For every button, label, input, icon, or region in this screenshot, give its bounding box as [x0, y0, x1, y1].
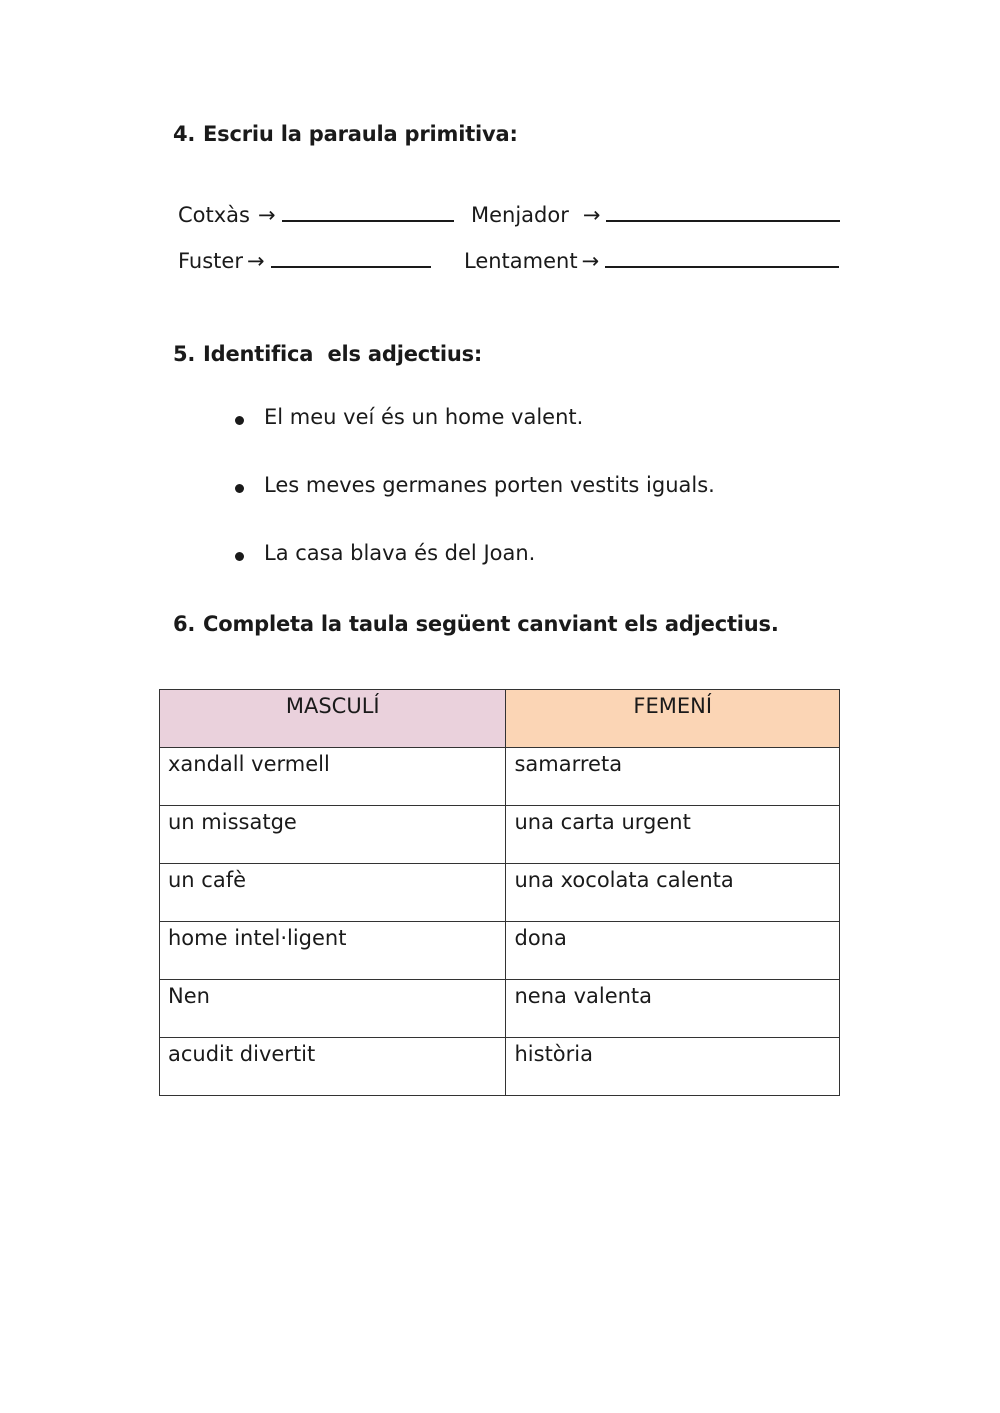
section-6-title: [173, 612, 779, 636]
list-item: [232, 541, 715, 609]
header-masculi: MASCULÍ: [160, 690, 506, 748]
sentence-text[interactable]: Les meves germanes porten vestits iguals.: [264, 473, 715, 497]
table-row: [160, 980, 840, 1038]
section-5-title: [173, 342, 482, 366]
answer-blank[interactable]: [271, 246, 431, 268]
section-4-title: [173, 122, 518, 146]
section-6-title-text: Completa la taula següent canviant els adjectius.: [203, 612, 779, 636]
answer-blank[interactable]: [605, 246, 839, 268]
masculine-cell: home intel·ligent: [160, 922, 506, 980]
section-5-number: 5.: [173, 342, 196, 366]
sentence-text[interactable]: El meu veí és un home valent.: [264, 405, 584, 429]
table-row: [160, 922, 840, 980]
bullet-icon: [235, 484, 244, 493]
section-6-number: 6.: [173, 612, 196, 636]
masculine-cell: xandall vermell: [160, 748, 506, 806]
table-row: [160, 864, 840, 922]
list-item: [232, 405, 715, 473]
masculine-cell[interactable]: un missatge: [160, 806, 506, 864]
arrow-right-icon: →: [257, 203, 276, 227]
section-4-title-text: Escriu la paraula primitiva:: [203, 122, 518, 146]
primitive-item-menjador: [471, 200, 840, 227]
masculine-cell[interactable]: Nen: [160, 980, 506, 1038]
adjective-sentences-list: [232, 405, 715, 609]
bullet-icon: [235, 552, 244, 561]
table-row: [160, 806, 840, 864]
primitive-word: Lentament: [464, 249, 578, 273]
feminine-cell: una carta urgent: [506, 806, 840, 864]
answer-blank[interactable]: [606, 200, 840, 222]
table-row: [160, 748, 840, 806]
bullet-icon: [235, 416, 244, 425]
feminine-cell: una xocolata calenta: [506, 864, 840, 922]
masculine-cell[interactable]: un cafè: [160, 864, 506, 922]
primitive-item-lentament: [464, 246, 839, 273]
list-item: [232, 473, 715, 541]
arrow-right-icon: →: [582, 203, 601, 227]
feminine-cell[interactable]: història: [506, 1038, 840, 1096]
sentence-text[interactable]: La casa blava és del Joan.: [264, 541, 536, 565]
adjectives-table: [159, 689, 840, 1096]
masculine-cell: acudit divertit: [160, 1038, 506, 1096]
primitive-word: Cotxàs: [178, 203, 250, 227]
arrow-right-icon: →: [246, 249, 265, 273]
feminine-cell[interactable]: samarreta: [506, 748, 840, 806]
arrow-right-icon: →: [581, 249, 600, 273]
table-row: [160, 1038, 840, 1096]
primitive-item-cotxas: [178, 200, 454, 227]
section-5-title-text: Identifica els adjectius:: [203, 342, 483, 366]
feminine-cell[interactable]: dona: [506, 922, 840, 980]
answer-blank[interactable]: [282, 200, 454, 222]
table-header-row: [160, 690, 840, 748]
primitive-item-fuster: [178, 246, 431, 273]
header-femeni: FEMENÍ: [506, 690, 840, 748]
feminine-cell: nena valenta: [506, 980, 840, 1038]
primitive-word: Menjador: [471, 203, 569, 227]
section-4-number: 4.: [173, 122, 196, 146]
primitive-word: Fuster: [178, 249, 243, 273]
